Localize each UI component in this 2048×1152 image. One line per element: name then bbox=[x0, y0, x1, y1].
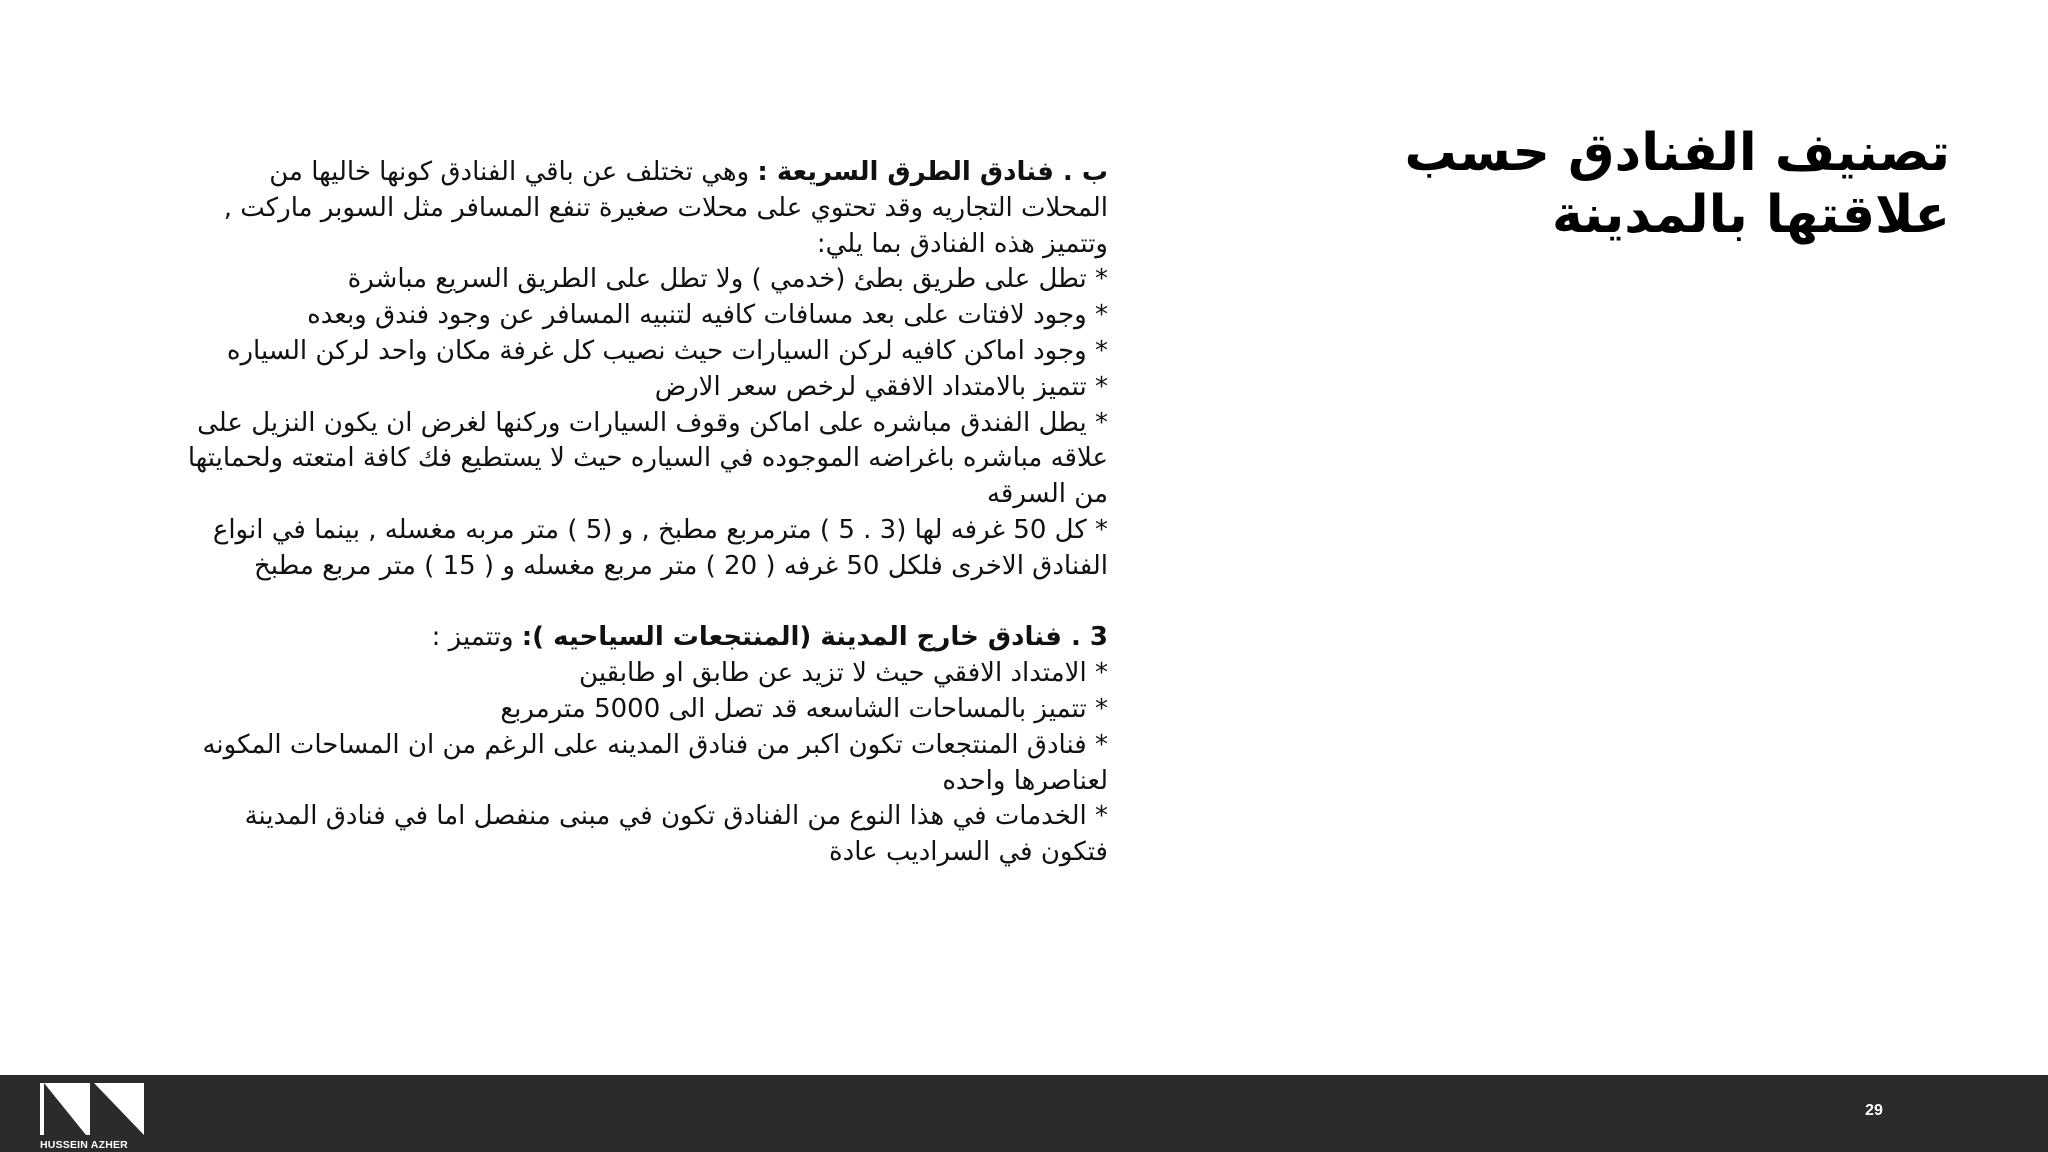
section-3-bullet-3: * فنادق المنتجعات تكون اكبر من فنادق المدينه على الرغم من ان المساحات المكونه لعناصرها واحده bbox=[202, 729, 1108, 796]
section-b-bullet-4: * تتميز بالامتداد الافقي لرخص سعر الارض bbox=[654, 371, 1108, 402]
section-b-bullet-2: * وجود لافتات على بعد مسافات كافيه لتنبيه المسافر عن وجود فندق وبعده bbox=[307, 300, 1108, 331]
page-title-line-1: تصنيف الفنادق حسب bbox=[1404, 123, 1950, 183]
logo-mark-icon bbox=[40, 1083, 144, 1135]
section-b-bullet-6: * كل 50 غرفه لها (3 . 5 ) مترمربع مطبخ , و (5 ) متر مربه مغسله , بينما في انواع الفنادق الاخرى فلكل 50 غرفه ( 20 ) متر مربع مغسله و ( 15 ) متر مربع مطبخ bbox=[212, 514, 1108, 581]
paragraph-gap bbox=[178, 585, 1108, 621]
body-text bbox=[178, 155, 1108, 871]
section-3-bullet-1: * الامتداد الافقي حيث لا تزيد عن طابق او طابقين bbox=[579, 658, 1108, 689]
section-3-heading: 3 . فنادق خارج المدينة (المنتجعات السياحيه ): bbox=[521, 622, 1108, 653]
section-b-bullet-3: * وجود اماكن كافيه لركن السيارات حيث نصيب كل غرفة مكان واحد لركن السياره bbox=[226, 335, 1108, 366]
footer-bar bbox=[0, 1075, 2048, 1152]
section-b-intro-text: وهي تختلف عن باقي الفنادق كونها خاليها من المحلات التجاريه وقد تحتوي على محلات صغيرة تنفع المسافر مثل السوبر ماركت , وتتميز هذه الفنادق بما يلي: bbox=[223, 157, 1108, 259]
section-3-bullet-4: * الخدمات في هذا النوع من الفنادق تكون في مبنى منفصل اما في فنادق المدينة فتكون في السراديب عادة bbox=[244, 801, 1108, 868]
section-b-heading: ب . فنادق الطرق السريعة : bbox=[757, 157, 1108, 187]
logo-text: HUSSEIN AZHER bbox=[40, 1139, 128, 1151]
page-number: 29 bbox=[1865, 1102, 1883, 1119]
section-3-bullet-2: * تتميز بالمساحات الشاسعه قد تصل الى 5000 مترمربع bbox=[500, 693, 1108, 724]
section-b-bullet-5: * يطل الفندق مباشره على اماكن وقوف السيارات وركنها لغرض ان يكون النزيل على علاقه مباشره باغراضه الموجوده في السياره حيث لا يستطيع فك كافة امتعته ولحمايتها من السرقه bbox=[187, 407, 1108, 510]
section-b-bullet-1: * تطل على طريق بطئ (خدمي ) ولا تطل على الطريق السريع مباشرة bbox=[347, 264, 1108, 295]
page-title bbox=[1350, 122, 1950, 246]
logo bbox=[40, 1083, 144, 1151]
section-3-intro bbox=[178, 620, 1108, 656]
page-title-line-2: علاقتها بالمدينة bbox=[1552, 185, 1950, 245]
section-3-intro-text: وتتميز : bbox=[431, 622, 522, 653]
section-b-intro bbox=[178, 155, 1108, 262]
